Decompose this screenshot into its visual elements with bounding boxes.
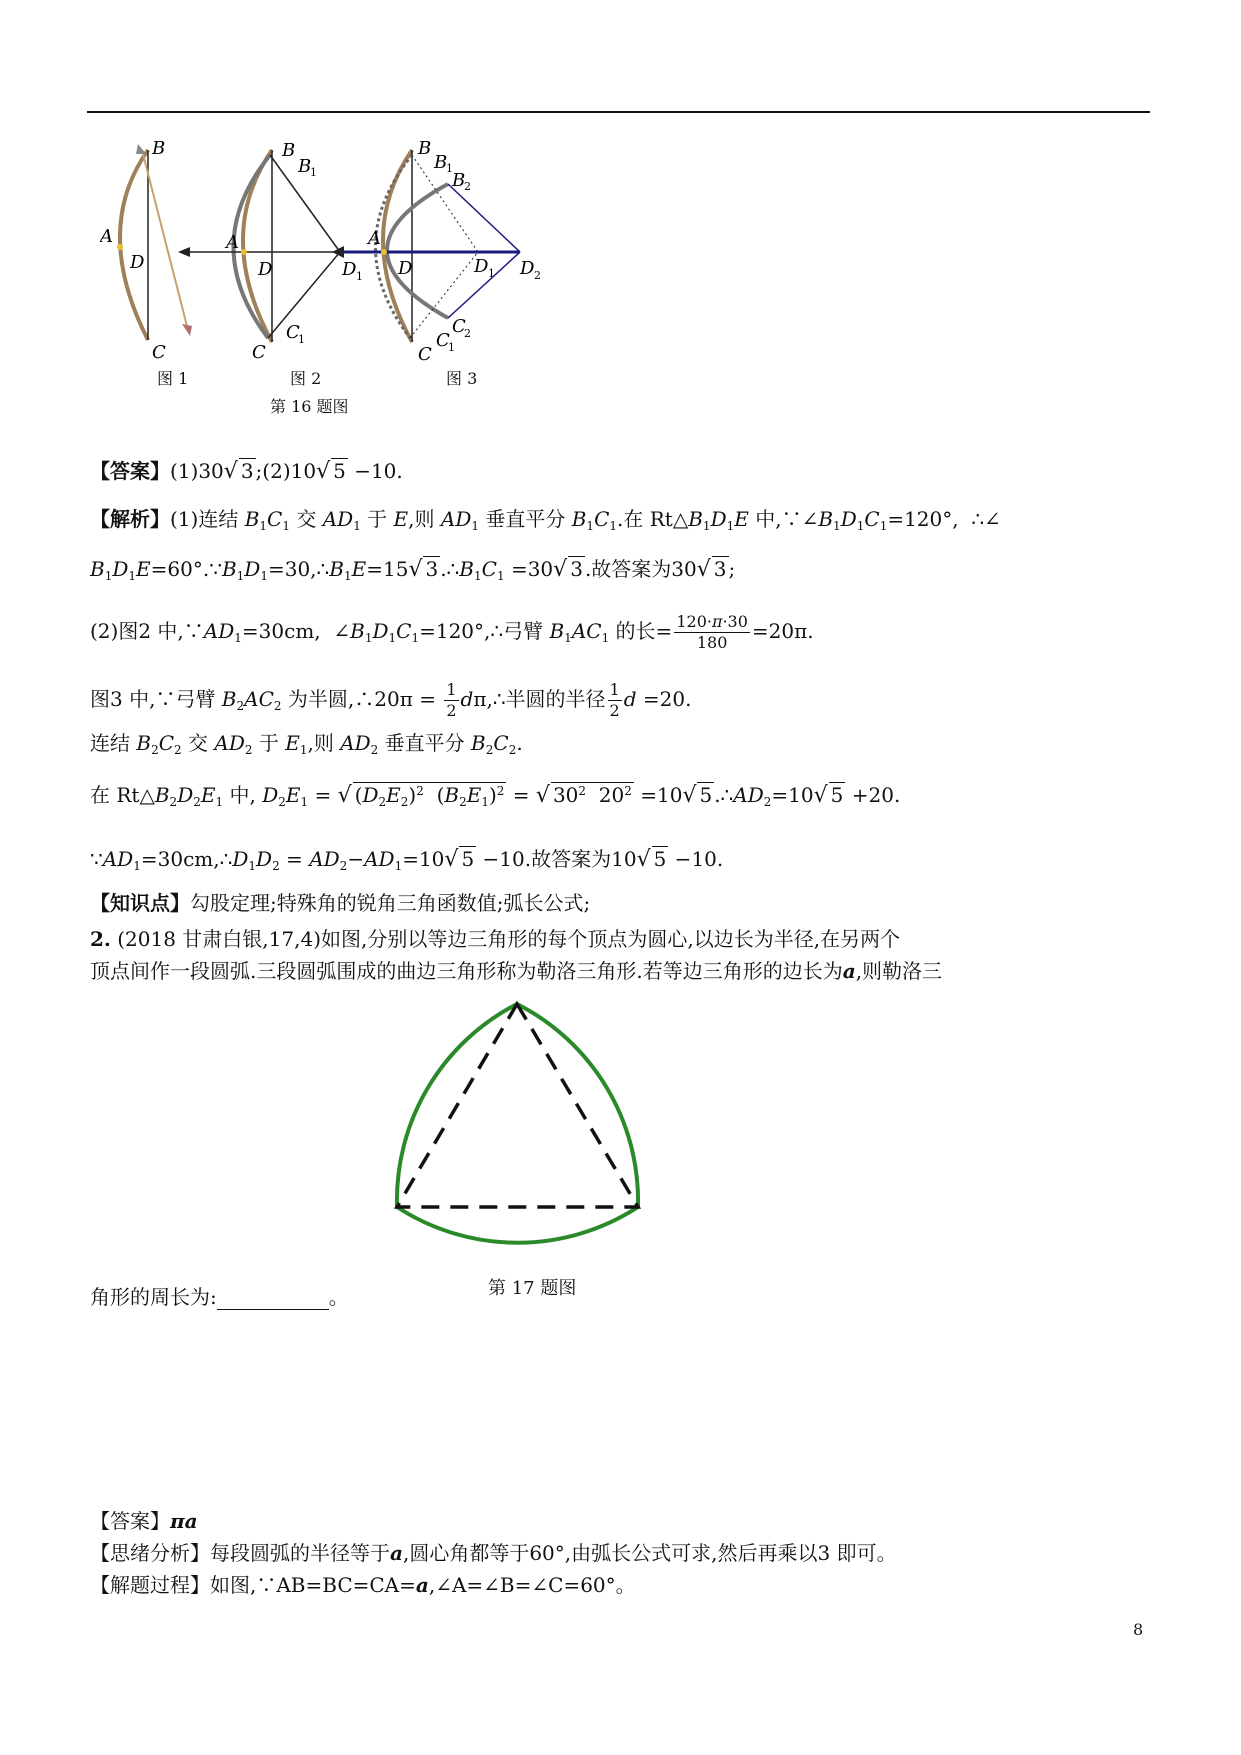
q2-number: 2. — [90, 927, 111, 951]
q1-analysis-line5: 连结 $B_2C_2$ 交 $AD_2$ 于 $E_1$,则 $AD_2$ 垂直平分 $B_2C_2$. — [90, 731, 523, 757]
fig2-label-c: C — [252, 342, 266, 363]
fig3-label-d: D — [398, 258, 413, 279]
q2-stem-line3 — [90, 1284, 349, 1310]
fig2-label-b: B — [282, 140, 296, 161]
fig2-label-b1: B — [298, 156, 312, 177]
q2-answer-tag: 【答案】 — [90, 1509, 170, 1533]
fig3-caption: 图 3 — [446, 369, 478, 388]
page-number: 8 — [1133, 1620, 1144, 1639]
q1-analysis-line4: 图3 中,∵弓臂 $B_2AC_2$ 为半圆,∴20π = $\frac{1}{2}$ dπ,∴半圆的半径 $\frac{1}{2}$ d =20. — [90, 680, 692, 720]
fig1-label-d: D — [130, 252, 145, 273]
q2-idea-tag: 【思绪分析】 — [90, 1541, 210, 1565]
fig17-caption: 第 17 题图 — [488, 1278, 577, 1299]
q1-analysis-tag: 【解析】 — [90, 507, 170, 531]
fig2-caption: 图 2 — [290, 369, 322, 388]
fig3-label-d1: D — [474, 256, 489, 277]
q2-stem-text: 角形的周长为: — [90, 1285, 217, 1309]
q1-analysis-line7: $\because AD_1=30cm,\therefore D_1D_2 = AD_2-AD_1=10√$ 5 −10.故答案为10√ 5 −10. — [90, 847, 724, 873]
fig2-label-c1: C — [286, 322, 300, 343]
fig3-label-a: A — [368, 228, 381, 249]
q2-idea-line: 【思绪分析】每段圆弧的半径等于a,圆心角都等于60°,由弧长公式可求,然后再乘以3 即可。 — [90, 1541, 897, 1565]
fig3-label-d2: D — [520, 258, 535, 279]
q1-answer-tag: 【答案】 — [90, 459, 170, 483]
q2-stem-line1: 2. (2018 甘肃白银,17,4)如图,分别以等边三角形的每个顶点为圆心,以边长为半径,在另两个 — [90, 927, 901, 951]
fig3-bow — [332, 140, 541, 365]
figure-16-diagrams — [100, 140, 560, 370]
q1-analysis-line6: 在 $Rt\triangle B_2D_2E_1$ 中, $D_2E_1$ = √ $(D_2E_2)^2$ $(B_2E_1)^2$ = √ $30^2$ $20^2 =10√$ 5 $.\therefore AD_2=10√$ 5 +20. — [90, 783, 901, 809]
fig3-label-c1: C — [436, 330, 450, 351]
fig16-group-caption: 第 16 题图 — [270, 397, 349, 416]
fig3-sub-b1: 1 — [446, 162, 453, 175]
fig2-sub-d1: 1 — [356, 270, 363, 283]
q2-answer-line — [90, 1508, 198, 1534]
fig2-label-d: D — [258, 259, 273, 280]
fig1-label-b: B — [152, 140, 166, 159]
q1-knowledge-line — [90, 890, 590, 916]
fig1-caption: 图 1 — [157, 369, 189, 388]
fig3-sub-c2: 2 — [464, 327, 471, 340]
fig1-label-a: A — [100, 226, 113, 247]
q2-stem-end: 。 — [328, 1285, 349, 1309]
header-rule — [87, 111, 1150, 113]
fig2-sub-b1: 1 — [310, 166, 317, 179]
q1-analysis-line3: (2)图2 中$,\because AD_1=30cm$, $\angle B_1D_1C_1=120^\circ,\therefore$弓臂 $B_1AC_1$ 的长= $\frac{120\cdot\pi\cdot 30}{180}$ =20π. — [90, 612, 814, 652]
q1-answer-line: 【答案】(1)30√ 3 ;(2)10√ 5 −10. — [90, 459, 403, 484]
q2-process-tag: 【解题过程】 — [90, 1573, 210, 1597]
fig3-sub-b2: 2 — [464, 180, 471, 193]
reuleaux-triangle-figure — [390, 990, 660, 1250]
q2-process-line: 【解题过程】如图,∵AB=BC=CA=a,∠A=∠B=∠C=60°。 — [90, 1573, 636, 1597]
q1-knowledge-text: 勾股定理;特殊角的锐角三角函数值;弧长公式; — [190, 891, 591, 915]
fig3-label-b: B — [418, 140, 432, 159]
fig3-sub-d1: 1 — [488, 267, 495, 280]
q1-analysis-line1: 【解析】(1)连结 $B_1C_1$ 交 $AD_1$ 于 E,则 $AD_1$ 垂直平分 $B_1C_1$.在 $Rt\triangle B_1D_1E$ 中$,\because\angle B_1D_1C_1=120^\circ$, ∴∠ — [90, 507, 1001, 533]
fig3-sub-d2: 2 — [534, 269, 541, 282]
fig2-sub-c1: 1 — [298, 333, 305, 346]
inner-triangle — [397, 1004, 638, 1207]
fig3-label-c2: C — [452, 316, 466, 337]
q2-stem-line2: 顶点间作一段圆弧.三段圆弧围成的曲边三角形称为勒洛三角形.若等边三角形的边长为a,则勒洛三 — [90, 959, 943, 983]
fig1-bow — [100, 140, 192, 363]
fig3-sub-c1: 1 — [448, 341, 455, 354]
fig1-label-c: C — [152, 342, 166, 363]
fig3-label-b2: B — [452, 170, 466, 191]
fig2-label-a: A — [226, 232, 239, 253]
fig2-label-d1: D — [342, 259, 357, 280]
q2-answer-blank[interactable] — [217, 1289, 329, 1310]
q2-answer-text: πa — [170, 1509, 198, 1533]
fig3-label-c: C — [418, 344, 432, 365]
fig3-label-b1: B — [434, 152, 448, 173]
q1-knowledge-tag: 【知识点】 — [90, 891, 190, 915]
q1-analysis-line2: $B_1D_1E=60^\circ.\because B_1D_1=30,\therefore B_1E=15√$ 3 $.\therefore B_1C_1 =30√$ 3 .故答案为30√ 3 ; — [90, 557, 736, 583]
